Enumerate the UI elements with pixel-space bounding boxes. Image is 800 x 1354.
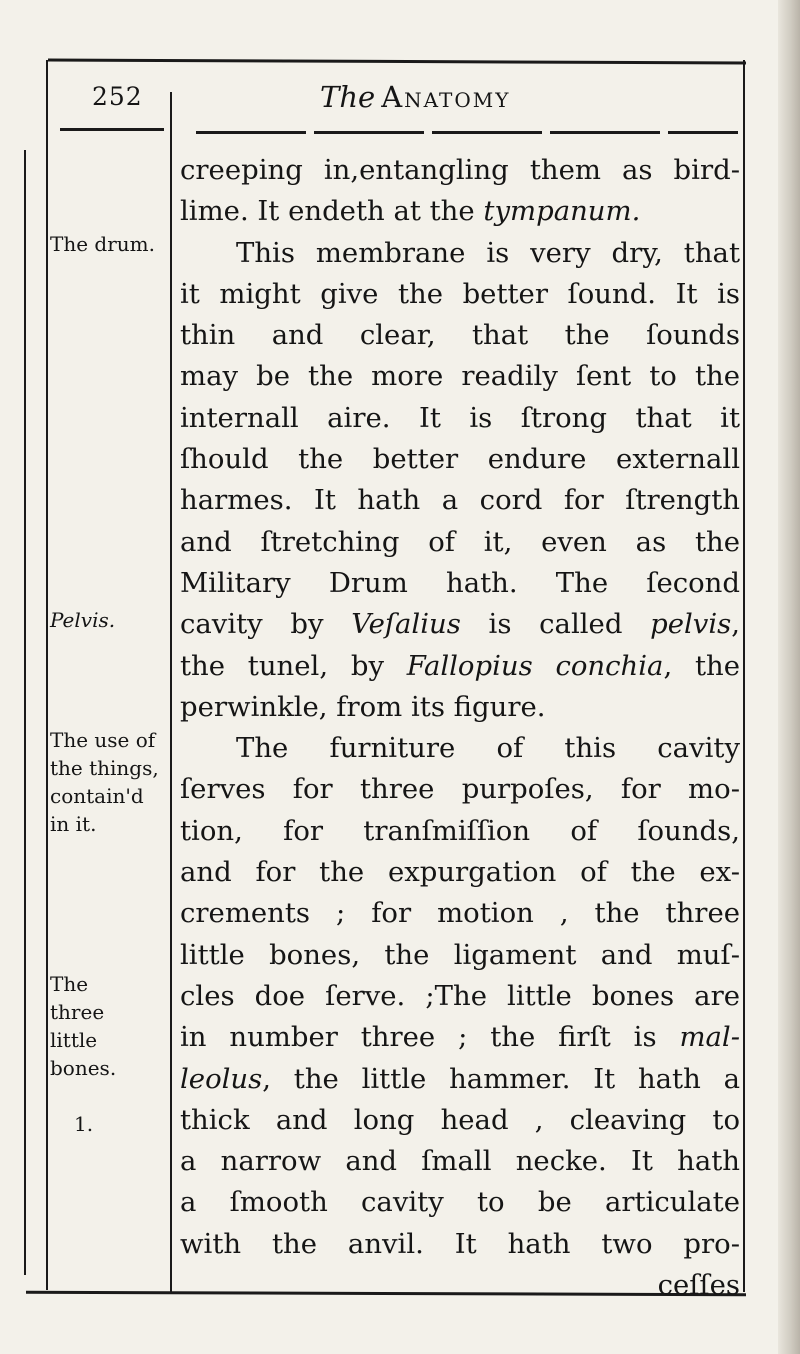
- header-rule-right: [196, 131, 738, 134]
- text-line: ſerves for three purpoſes, for mo-: [180, 773, 740, 806]
- main-text: [180, 150, 740, 1306]
- frame-right-rule: [743, 60, 745, 1292]
- text-line: and ſtretching of it, even as the: [180, 525, 740, 558]
- catchword: ceſſes: [657, 1269, 740, 1302]
- margin-gutter-rule: [170, 92, 172, 1292]
- page-edge: [778, 0, 800, 1354]
- text-line: thick and long head , cleaving to: [180, 1103, 740, 1136]
- text-line: a narrow and ſmall necke. It hath: [180, 1145, 740, 1178]
- text-line: This membrane is very dry, that: [236, 236, 740, 269]
- text-line: perwinkle, from its figure.: [180, 690, 546, 723]
- text-run-italic: mal-: [679, 1021, 740, 1054]
- text-run: , the little hammer. It hath a: [262, 1062, 740, 1095]
- text-line: and for the expurgation of the ex-: [180, 856, 740, 889]
- page-number: 252: [92, 82, 143, 111]
- margin-note-use: The use of the things, contain'd in it.: [50, 728, 159, 836]
- text-line: may be the more readily ſent to the: [180, 360, 740, 393]
- text-line: with the anvil. It hath two pro-: [180, 1227, 740, 1260]
- text-line: creeping in,entangling them as bird-: [180, 154, 740, 186]
- text-line: crements ; for motion , the three: [180, 897, 740, 930]
- text-line: [180, 1059, 740, 1100]
- running-head-title: Anatomy: [381, 80, 511, 114]
- text-run: in number three ; the firſt is: [180, 1021, 680, 1054]
- margin-note-drum: The drum.: [50, 232, 155, 256]
- text-line: The furniture of this cavity: [236, 732, 740, 765]
- frame-top-rule: [48, 58, 746, 64]
- text-line: internall aire. It is ſtrong that it: [180, 401, 740, 434]
- text-line: little bones, the ligament and muſ-: [180, 938, 740, 971]
- header-rule-left: [60, 128, 164, 131]
- text-run: is called: [460, 608, 651, 641]
- frame-outer-left-rule: [24, 150, 26, 1275]
- text-run-italic: Veſalius: [351, 608, 461, 641]
- text-line: Military Drum hath. The ſecond: [180, 566, 740, 599]
- margin-note-pelvis: Pelvis.: [50, 608, 116, 632]
- text-line: [180, 646, 740, 687]
- text-run: lime. It endeth at the: [180, 195, 484, 228]
- running-head-article: The: [320, 80, 376, 114]
- text-run: , the: [663, 649, 740, 682]
- text-run: the tunel, by: [180, 649, 407, 682]
- margin-note-three-bones: The three little bones.: [50, 972, 117, 1080]
- text-line: tion, for tranſmiſſion of ſounds,: [180, 814, 740, 847]
- text-line: ſhould the better endure externall: [180, 443, 740, 476]
- text-run: cavity by: [180, 608, 352, 641]
- text-line: thin and clear, that the ſounds: [180, 319, 740, 352]
- text-run-italic: leolus: [180, 1062, 263, 1095]
- frame-left-rule: [46, 60, 48, 1290]
- text-line: cles doe ſerve. ;The little bones are: [180, 979, 740, 1012]
- running-head: [320, 80, 510, 114]
- text-line: [180, 604, 740, 645]
- margin-note-number: 1.: [74, 1112, 94, 1136]
- text-run-italic: tympanum.: [483, 195, 641, 228]
- text-line: a ſmooth cavity to be articulate: [180, 1186, 740, 1219]
- text-run-italic: pelvis: [650, 608, 732, 641]
- text-line: [180, 191, 740, 232]
- text-run-italic: Fallopius conchia: [406, 649, 664, 682]
- text-line: harmes. It hath a cord for ſtrength: [180, 484, 740, 517]
- text-run: ,: [731, 608, 740, 641]
- text-line: it might give the better ſound. It is: [180, 277, 740, 310]
- text-line: [180, 1017, 740, 1058]
